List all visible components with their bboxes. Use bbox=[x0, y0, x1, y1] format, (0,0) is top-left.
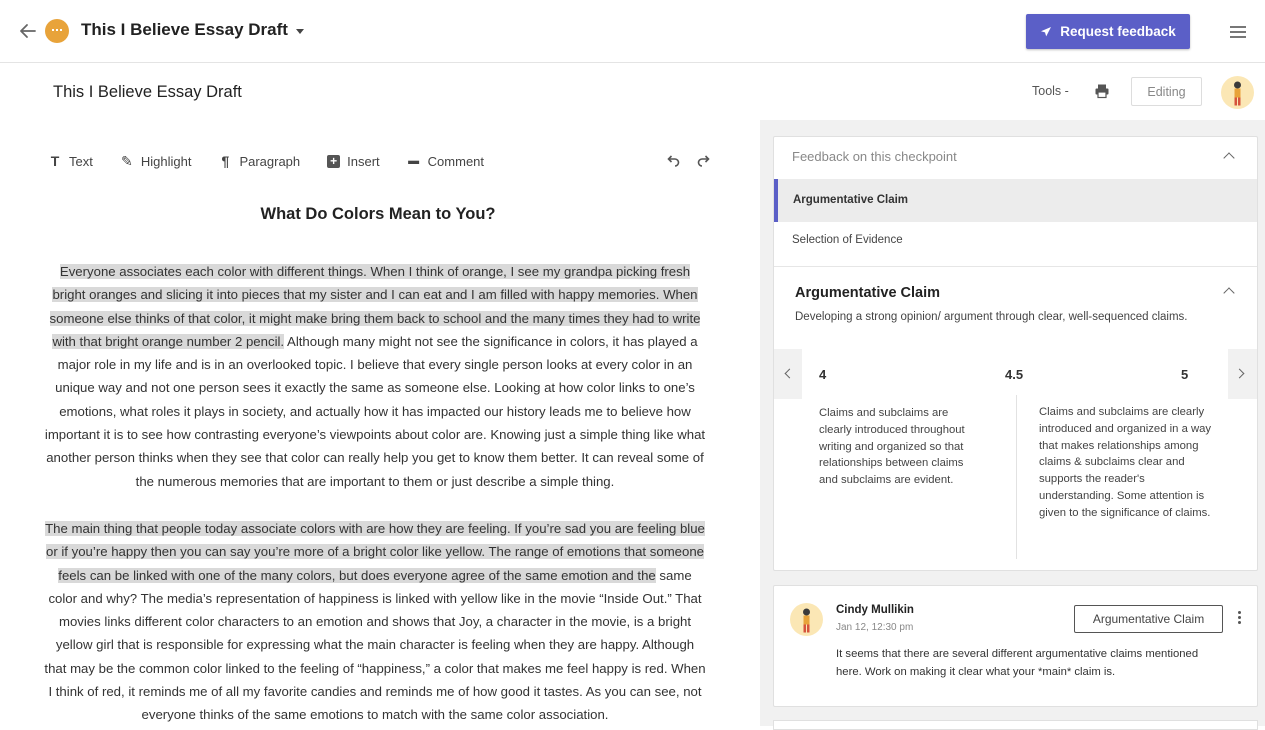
person-illustration-icon bbox=[1221, 76, 1254, 109]
essay-paragraph-2[interactable] bbox=[44, 517, 706, 727]
essay-document[interactable] bbox=[44, 205, 706, 727]
score-4-5[interactable]: 4.5 bbox=[1005, 367, 1024, 382]
rubric-prev-button[interactable] bbox=[774, 349, 802, 399]
chevron-up-icon[interactable] bbox=[1223, 287, 1234, 298]
pen-icon: ✎ bbox=[120, 152, 133, 169]
comment-author: Cindy Mullikin bbox=[836, 604, 914, 616]
request-feedback-button[interactable] bbox=[1026, 14, 1190, 49]
highlighted-text[interactable]: The main thing that people today associate colors with are how they are feeling. If you’re sad you are feeling blue or if you’re happy then you can say you’re more of a bright color like yellow. The range of emotions that someone feels can be linked with one of the many colors, but does everyone agree of the same emotion and the bbox=[45, 520, 705, 583]
tab-argumentative-claim[interactable] bbox=[774, 179, 1257, 222]
document-title[interactable]: This I Believe Essay Draft bbox=[81, 20, 288, 39]
score-5[interactable]: 5 bbox=[1181, 367, 1189, 382]
insert-plus-icon: + bbox=[327, 155, 340, 168]
chevron-up-icon[interactable] bbox=[1223, 152, 1234, 163]
criterion-title: Argumentative Claim bbox=[795, 285, 941, 301]
app-logo bbox=[45, 19, 69, 43]
paragraph-text: Although many might not see the significance in colors, it has played a major role in my life and is in an overlooked topic. I believe that every single person looks at every color in an unique way and not one person sees it exactly the same as someone else. Looking at how color links to one’s emotions, what roles it plays in society, and actually how it has impacted our history leads me to believe how important it is to see how contrasting everyone’s viewpoints about color are. Knowing just a simple thing like what another person thinks when they see that color can really help you get to know them better. It can reveal some of the numerous memories that are important to them or just describe a simple thing. bbox=[44, 333, 706, 489]
back-arrow-icon[interactable] bbox=[17, 20, 39, 42]
tab-label: Argumentative Claim bbox=[793, 194, 909, 206]
insert-tool-button[interactable] bbox=[327, 154, 380, 169]
essay-heading[interactable]: What Do Colors Mean to You? bbox=[260, 205, 496, 223]
feedback-header[interactable]: Feedback on this checkpoint bbox=[792, 149, 957, 164]
rubric-next-button[interactable] bbox=[1228, 349, 1257, 399]
paragraph-tool-button[interactable] bbox=[218, 153, 300, 169]
send-icon bbox=[1040, 26, 1052, 38]
comment-date: Jan 12, 12:30 pm bbox=[836, 622, 914, 633]
comment-text: It seems that there are several different argumentative claims mentioned here. Work on making it clear what your *main* claim is. bbox=[836, 648, 1199, 678]
hamburger-menu-icon[interactable] bbox=[1230, 26, 1246, 38]
score-4-description: Claims and subclaims are clearly introduced throughout writing and organized so that relationships between claims and subclaims are evident. bbox=[819, 407, 965, 487]
divider bbox=[774, 266, 1257, 267]
avatar bbox=[790, 603, 823, 636]
editor-toolbar bbox=[48, 150, 511, 172]
comment-tool-label: Comment bbox=[427, 153, 485, 169]
page-title: This I Believe Essay Draft bbox=[53, 83, 242, 101]
tab-selection-of-evidence[interactable]: Selection of Evidence bbox=[792, 234, 903, 246]
score-5-description: Claims and subclaims are clearly introduced and organized in a way that makes relationships among claims & subclaims clear and supports the reader's understanding. Some attention is given to the significance of claims. bbox=[1039, 406, 1212, 519]
print-icon[interactable] bbox=[1094, 83, 1110, 99]
paragraph-text: same color and why? The media’s representation of happiness is linked with yellow like in the movie “Inside Out.” That movies links different color characters to an emotion and shows that Joy, a character in the movie, is a bright yellow girl that is responsible for expressing what the main character is feeling when they are happy. Although that may be the common color linked to the feeling of “happiness,” a color that makes me feel happy is red. When I think of red, it reminds me of all my favorite candies and reminds me of how good it tastes. As you can see, not everyone thinks of the same emotions to match with the same color association. bbox=[44, 567, 706, 723]
paragraph-tool-label: Paragraph bbox=[239, 153, 301, 169]
top-bar bbox=[0, 0, 1265, 63]
comment-card bbox=[773, 585, 1258, 707]
person-illustration-icon bbox=[790, 603, 823, 636]
chevron-down-icon[interactable] bbox=[296, 29, 304, 34]
request-feedback-label: Request feedback bbox=[1060, 24, 1176, 39]
text-tool-label: Text bbox=[69, 153, 93, 169]
highlighted-text[interactable]: Everyone associates each color with different things. When I think of orange, I see my grandpa picking fresh bright oranges and slicing it into pieces that my sister and I can eat and I am filled with happy memories. When someone else thinks of that color, it might make bring them back to school and the many times they had to write with that bright orange number 2 pencil. bbox=[49, 264, 701, 349]
divider bbox=[1016, 395, 1017, 559]
user-avatar[interactable] bbox=[1221, 76, 1254, 109]
chevron-left-icon bbox=[785, 369, 795, 379]
text-tool-button[interactable] bbox=[48, 153, 93, 169]
comment-icon: ▬ bbox=[408, 155, 420, 167]
redo-icon[interactable] bbox=[697, 153, 711, 167]
text-format-icon: T bbox=[50, 153, 60, 169]
chevron-right-icon bbox=[1235, 369, 1245, 379]
undo-icon[interactable] bbox=[666, 153, 680, 167]
insert-tool-label: Insert bbox=[347, 153, 380, 169]
tools-menu[interactable]: Tools - bbox=[1032, 84, 1069, 98]
comment-tool-button[interactable] bbox=[407, 154, 484, 169]
highlight-tool-label: Highlight bbox=[140, 153, 192, 169]
more-options-icon[interactable] bbox=[1238, 611, 1241, 626]
highlight-tool-button[interactable] bbox=[120, 153, 192, 170]
next-comment-card bbox=[773, 720, 1258, 730]
score-4[interactable]: 4 bbox=[819, 367, 827, 382]
criterion-description: Developing a strong opinion/ argument through clear, well-sequenced claims. bbox=[795, 311, 1188, 323]
editing-mode-button[interactable]: Editing bbox=[1131, 77, 1202, 106]
paragraph-icon: ¶ bbox=[221, 153, 230, 169]
feedback-card bbox=[773, 136, 1258, 571]
essay-paragraph-1[interactable] bbox=[44, 260, 706, 493]
comment-tag-button[interactable]: Argumentative Claim bbox=[1074, 605, 1223, 633]
